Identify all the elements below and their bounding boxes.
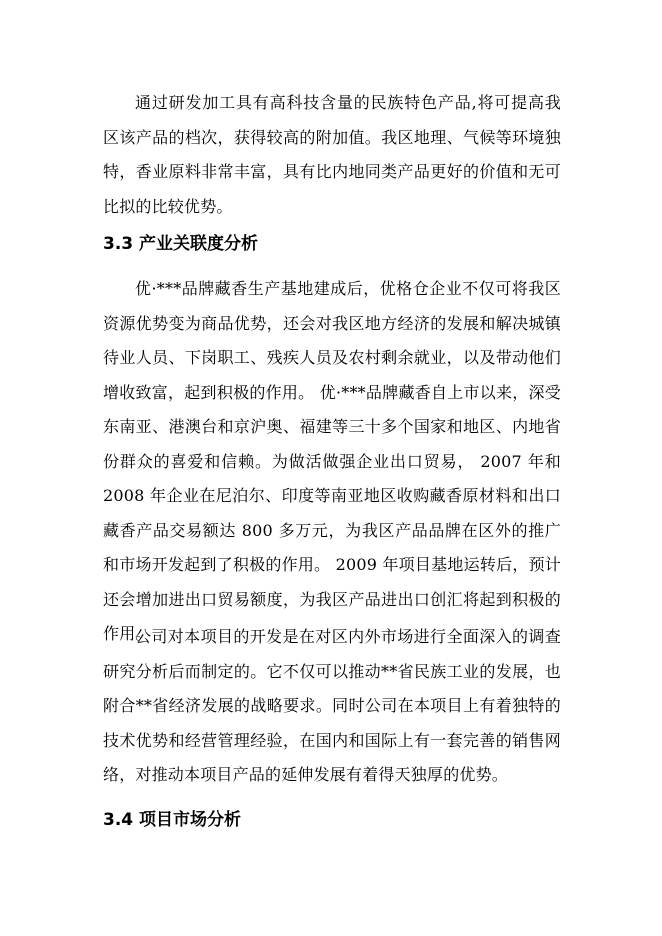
paragraph-company-development: 公司对本项目的开发是在对区内外市场进行全面深入的调查研究分析后而制定的。它不仅可以推动**省民族工业的发展，也附合**省经济发展的战略要求。同时公司在本项目上有着独特的技术优势和经营管理经验，在国内和国际上有一套完善的销售网络，对推动本项目产品的延伸发展有着得天独厚的优势。 bbox=[103, 627, 561, 784]
section-heading-3-4: 3.4 项目市场分析 bbox=[103, 810, 242, 830]
paragraph-value-added: 通过研发加工具有高科技含量的民族特色产品,将可提高我区该产品的档次，获得较高的附加值。我区地理、气候等环境独特，香业原料非常丰富，具有比内地同类产品更好的价值和无可比拟的比较优势。 bbox=[103, 93, 561, 216]
paragraph-industry-linkage: 优·***品牌藏香生产基地建成后，优格仓企业不仅可将我区资源优势变为商品优势，还会对我区地方经济的发展和解决城镇待业人员、下岗职工、残疾人员及农村剩余就业，以及带动他们增收致富，起到积极的作用。 优·***品牌藏香自上市以来，深受东南亚、港澳台和京沪奥、福建等三十多个国家和地区、内地省份群众的喜爱和信赖。为做活做强企业出口贸易， 2007 年和 2008 年企业在尼泊尔、印度等南亚地区收购藏香原材料和出口藏香产品交易额达 800 多万元，为我区产品品牌在区外的推广和市场开发起到了积极的作用。 2009 年项目基地运转后，预计还会增加进出口贸易额度，为我区产品进出口创汇将起到积极的作用。 bbox=[103, 279, 561, 643]
section-heading-3-3: 3.3 产业关联度分析 bbox=[103, 234, 259, 254]
